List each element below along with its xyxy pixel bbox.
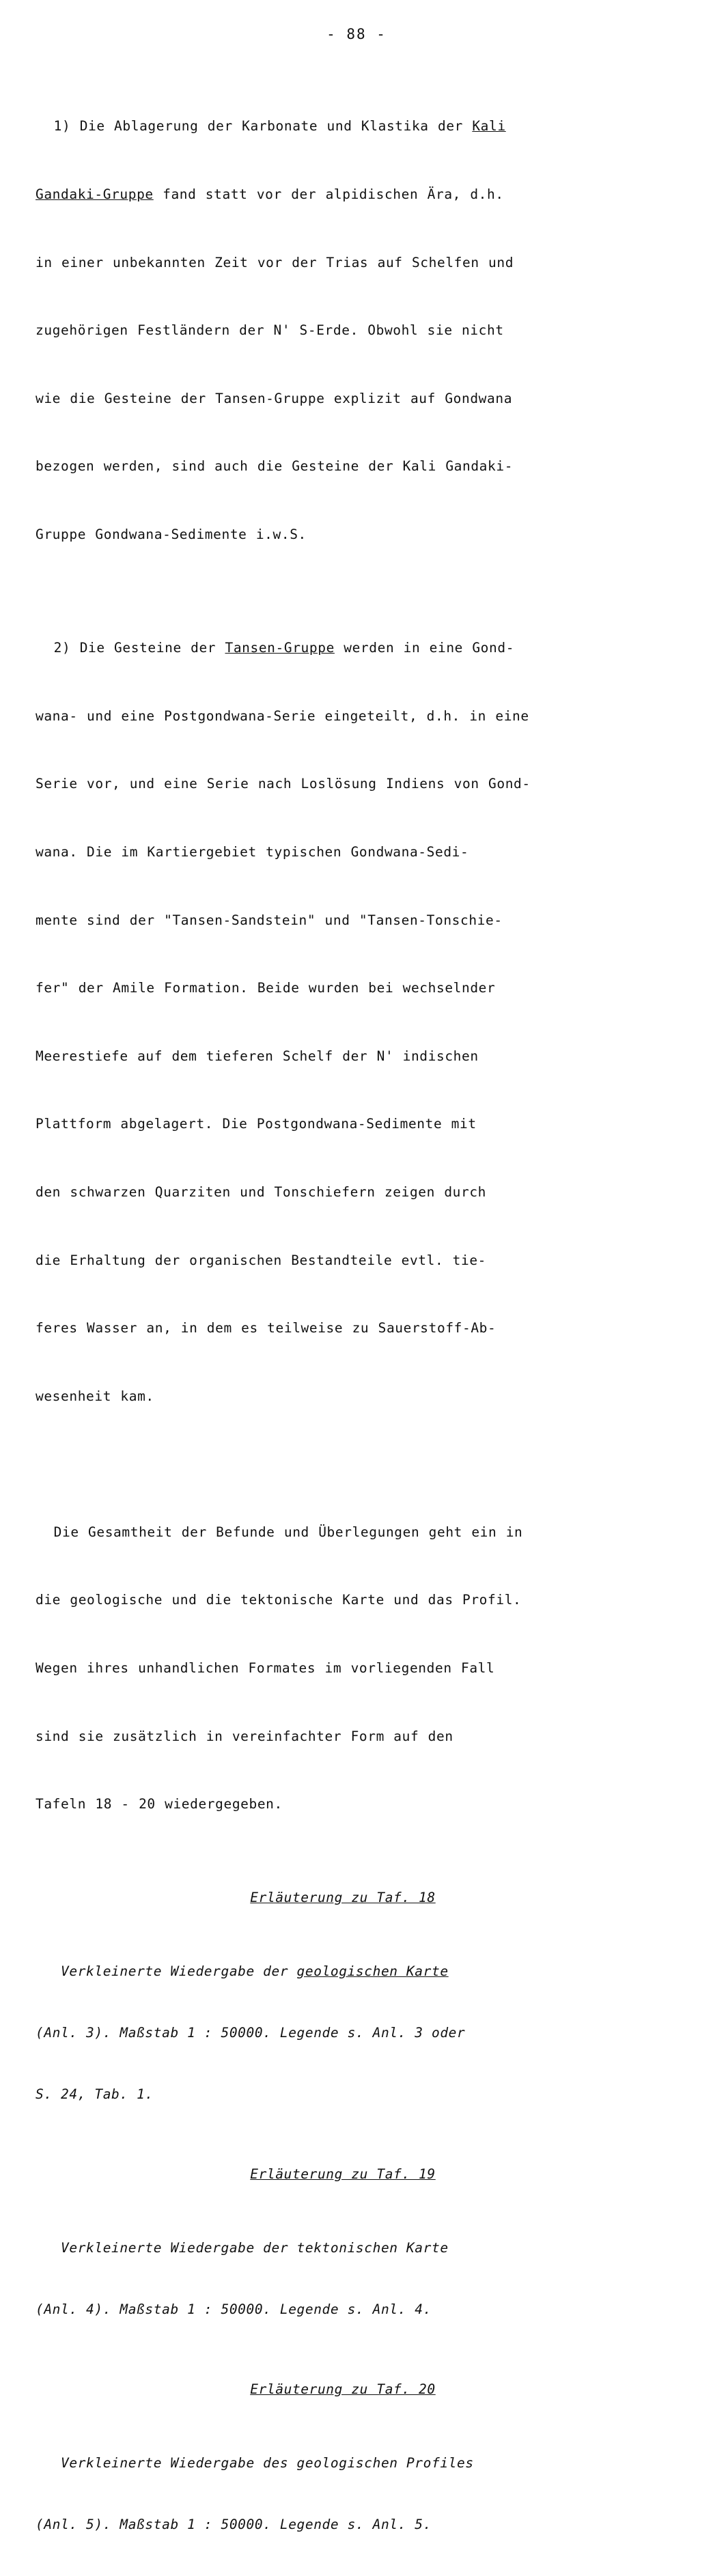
paragraph-1 [36,70,650,591]
caption-taf-18 [36,1920,650,2146]
heading-caption-gap-18 [36,1905,650,1920]
section-gap-2 [36,2146,650,2166]
p1-l1-pre: 1) Die Ablagerung der Karbonate und Klastika der [36,118,473,135]
caption-18-line-1 [36,1961,650,1982]
paragraph-2-line-4: wana. Die im Kartiergebiet typischen Gondwana-Sedi- [36,843,469,860]
link-geologischen-karte: geologischen Karte [296,1963,449,1979]
page-number: - 88 - [326,26,387,42]
paragraph-2-line-3: Serie vor, und eine Serie nach Loslösung Indiens von Gond- [36,776,531,792]
paragraph-2-line-12: wesenheit kam. [36,1388,154,1404]
paragraph-2 [36,591,650,1453]
section-taf-20 [36,2381,650,2576]
paragraph-1-line-4: zugehörigen Festländern der N' S-Erde. Obwohl sie nicht [36,322,504,339]
paragraph-2-line-7: Meerestiefe auf dem tieferen Schelf der N' indischen [36,1048,479,1064]
heading-taf-18: Erläuterung zu Taf. 18 [250,1889,436,1905]
caption-18-line-3: S. 24, Tab. 1. [36,2086,154,2102]
link-gandaki-gruppe: Gandaki-Gruppe [36,186,154,203]
caption-taf-19 [36,2197,650,2361]
caption-18-line-2: (Anl. 3). Maßstab 1 : 50000. Legende s. Anl. 3 oder [36,2024,466,2041]
paragraph-3-line-3: Wegen ihres unhandlichen Formates im vorliegenden Fall [36,1660,495,1677]
link-kali: Kali [472,118,506,135]
paragraph-1-line-3: in einer unbekannten Zeit vor der Trias auf Schelfen und [36,254,514,270]
caption-19-line-1: Verkleinerte Wiedergabe der tektonischen Karte [36,2239,449,2256]
paragraph-2-line-10: die Erhaltung der organischen Bestandteile evtl. tie- [36,1252,487,1268]
link-tansen-gruppe: Tansen-Gruppe [225,640,335,656]
section-taf-19 [36,2166,650,2361]
heading-taf-19: Erläuterung zu Taf. 19 [250,2166,436,2182]
paragraph-3-line-5: Tafeln 18 - 20 wiedergegeben. [36,1796,283,1812]
paragraph-2-line-2: wana- und eine Postgondwana-Serie eingeteilt, d.h. in eine [36,708,529,724]
paragraph-2-line-8: Plattform abgelagert. Die Postgondwana-Sedimente mit [36,1116,477,1132]
paragraph-3-line-4: sind sie zusätzlich in vereinfachter Form auf den [36,1728,453,1744]
p2-l1-pre: 2) Die Gesteine der [36,640,225,656]
caption-20-line-1: Verkleinerte Wiedergabe des geologischen Profiles [36,2454,474,2471]
paragraph-2-line-9: den schwarzen Quarziten und Tonschiefern zeigen durch [36,1184,487,1200]
section-taf-18 [36,1890,650,2146]
paragraph-1-line-7: Gruppe Gondwana-Sedimente i.w.S. [36,527,307,543]
paragraph-2-line-5: mente sind der "Tansen-Sandstein" und "Tansen-Tonschie- [36,912,503,928]
p1-l2-post: fand statt vor der alpidischen Ära, d.h. [153,186,504,203]
paragraph-1-line-2 [36,183,650,206]
paragraph-2-line-1 [36,636,650,659]
paragraph-2-line-6: fer" der Amile Formation. Beide wurden bei wechselnder [36,980,496,996]
section-gap-3 [36,2361,650,2381]
paragraph-1-line-6: bezogen werden, sind auch die Gesteine der Kali Gandaki- [36,458,514,475]
caption-20-line-2: (Anl. 5). Maßstab 1 : 50000. Legende s. Anl. 5. [36,2516,432,2532]
caption-taf-20 [36,2412,650,2576]
heading-caption-gap-19 [36,2182,650,2197]
paragraph-1-line-5: wie die Gesteine der Tansen-Gruppe explizit auf Gondwana [36,390,513,406]
body-text-block [36,70,650,2576]
section-gap-1 [36,1861,650,1890]
heading-caption-gap-20 [36,2397,650,2412]
heading-taf-20: Erläuterung zu Taf. 20 [250,2381,436,2397]
caption-19-line-2: (Anl. 4). Maßstab 1 : 50000. Legende s. Anl. 4. [36,2301,432,2317]
paragraph-3-line-2: die geologische und die tektonische Karte und das Profil. [36,1592,522,1608]
paragraph-3 [36,1475,650,1860]
paragraph-2-line-11: feres Wasser an, in dem es teilweise zu Sauerstoff-Ab- [36,1320,497,1336]
paragraph-1-line-1 [36,115,650,137]
paragraph-3-line-1: Die Gesamtheit der Befunde und Überlegungen geht ein in [36,1524,523,1540]
paragraph-gap [36,1453,650,1475]
caption-18-pre: Verkleinerte Wiedergabe der [36,1963,297,1979]
p2-l1-post: werden in eine Gond- [334,640,515,656]
